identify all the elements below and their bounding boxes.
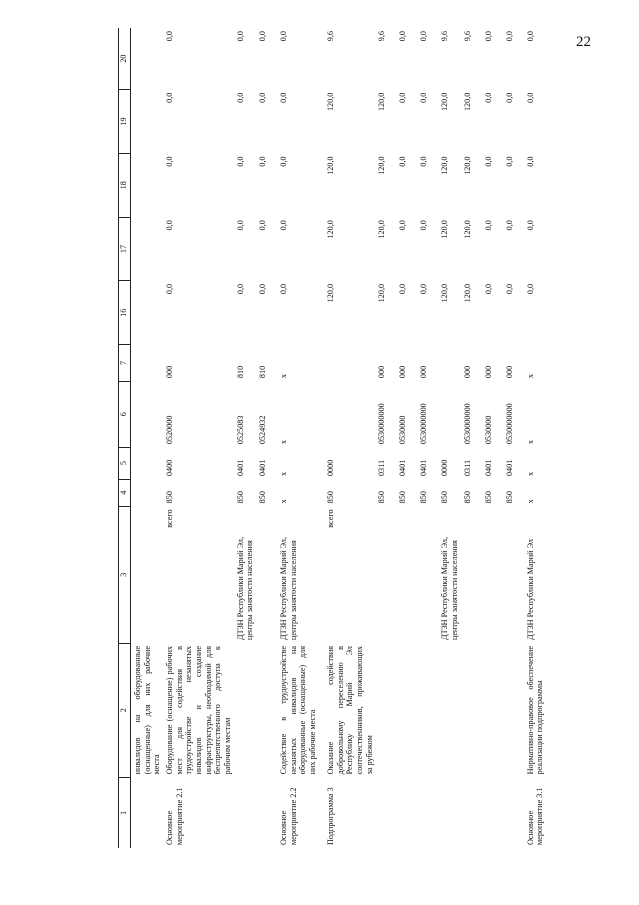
table-cell-col-6: 0525083 [235,415,245,445]
table-cell-col-16: 0,0 [419,283,429,295]
table-row [256,28,277,848]
table-cell-col-7: 000 [462,365,472,379]
table-cell-col-18: 0,0 [398,156,408,167]
table-cell-col-16: 0,0 [235,283,245,295]
table-row [324,28,375,848]
table-cell-col-16: 0,0 [504,283,514,295]
table-cell-col-2 [375,643,396,777]
table-cell-col-6: х [279,440,289,445]
table-cell-col-17 [131,217,164,281]
table-cell-col-19: 120,0 [440,92,450,112]
table-cell-col-19: 0,0 [279,92,289,103]
table-cell-col-20: 0,0 [258,31,268,42]
table-cell-col-3 [417,506,438,643]
table-cell-col-20: 0,0 [483,31,493,42]
table-cell-col-18: 0,0 [279,156,289,167]
table-cell-col-6: 0530000000 [504,403,514,445]
table-cell-col-1: Основное мероприятие 2.1 [165,787,184,845]
table-cell-col-3 [375,506,396,643]
table-cell-col-18 [131,153,164,217]
table-cell-col-16: 120,0 [462,283,472,303]
table-cell-col-19: 0,0 [398,92,408,103]
header-cell: 2 [119,643,131,777]
table-cell-col-1 [234,777,256,848]
table-cell-col-20: 0,0 [398,31,408,42]
table-cell-col-1 [438,777,460,848]
table-cell-col-19: 120,0 [462,92,472,112]
table-cell-col-7: х [525,374,535,379]
table-cell-col-5: 0401 [398,459,408,477]
table-cell-col-20: 0,0 [235,31,245,42]
table-cell-col-2: Оказание содействия добровольному переселению в Республику Марий Эл соотечественников, проживающих за рубежом [326,646,374,775]
table-cell-col-17: 120,0 [462,220,472,239]
table-cell-col-20: 9,6 [462,31,472,42]
table-cell-col-18: 120,0 [377,156,387,175]
table-cell-col-20: 0,0 [504,31,514,42]
table-cell-col-2: Нормативно-правовое обеспечение реализации подпрограммы [525,646,545,775]
table-cell-col-2 [461,643,482,777]
table-cell-col-7: 000 [483,365,493,379]
table-row [131,28,164,848]
table-cell-col-17: 0,0 [235,220,245,231]
table-row [163,28,234,848]
table-cell-col-1 [482,777,503,848]
table-cell-col-6: 0530000000 [462,403,472,445]
table-cell-col-7: 810 [258,365,268,379]
table-cell-col-18: 0,0 [525,156,535,167]
table-row [503,28,524,848]
table-cell-col-1 [375,777,396,848]
table-cell-col-3 [256,506,277,643]
table-cell-col-16: 120,0 [326,283,336,303]
table-cell-col-20: 0,0 [279,31,289,42]
table-cell-col-6 [324,381,375,447]
table-cell-col-5: 0401 [483,459,493,477]
table-cell-col-3: всего [326,509,336,528]
table-cell-col-5: х [279,471,289,477]
rotated-table-container [118,28,558,848]
table-cell-col-7: 000 [377,365,387,379]
table-cell-col-17: 0,0 [165,220,175,231]
budget-table [118,28,555,848]
table-cell-col-4: 850 [165,491,175,504]
table-cell-col-6: 0530000000 [377,403,387,445]
header-cell: 1 [119,777,131,848]
table-cell-col-16: 0,0 [279,283,289,295]
header-cell: 18 [119,153,131,217]
table-cell-col-17: 120,0 [377,220,387,239]
table-cell-col-1: Основное мероприятие 2.2 [279,787,298,845]
table-cell-col-17: 0,0 [504,220,514,231]
table-cell-col-17: 120,0 [326,220,336,239]
table-row [438,28,460,848]
table-cell-col-18: 0,0 [258,156,268,167]
table-cell-col-18: 0,0 [504,156,514,167]
table-cell-col-16: 0,0 [525,283,535,295]
table-cell-col-2 [396,643,417,777]
table-cell-col-18: 0,0 [235,156,245,167]
table-cell-col-17: 0,0 [398,220,408,231]
table-cell-col-3: ДТЗН Республики Марий Эл, центры занятости населения [279,537,298,641]
table-cell-col-4: 850 [504,491,514,504]
table-cell-col-1 [503,777,524,848]
table-cell-col-7: 810 [235,365,245,379]
table-cell-col-20: 0,0 [419,31,429,42]
table-cell-col-19: 0,0 [258,92,268,103]
table-row [375,28,396,848]
table-cell-col-16: 120,0 [440,283,450,303]
table-cell-col-5: 0401 [419,459,429,477]
table-cell-col-6: 0530000 [398,415,408,445]
table-cell-col-5: 0401 [235,459,245,477]
table-cell-col-7: 000 [419,365,429,379]
table-cell-col-1 [396,777,417,848]
table-row [461,28,482,848]
header-cell: 3 [119,506,131,643]
table-cell-col-18: 120,0 [462,156,472,175]
table-cell-col-6 [131,381,164,447]
table-cell-col-2: Оборудование (оснащение) рабочих мест для содействия в трудоустройстве незанятых инвалидов и создание инфраструктуры, необходимой для беспрепятственного доступа к рабочим местам [165,646,233,775]
table-cell-col-1 [256,777,277,848]
table-cell-col-17: 120,0 [440,220,450,239]
table-cell-col-4: 850 [440,491,450,504]
table-cell-col-18: 0,0 [483,156,493,167]
table-row [482,28,503,848]
header-cell: 6 [119,381,131,447]
table-cell-col-3 [461,506,482,643]
table-cell-col-4: х [279,499,289,504]
table-row [524,28,555,848]
table-cell-col-1: Подпрограмма 3 [326,787,336,845]
table-cell-col-7 [324,345,375,381]
table-cell-col-2 [482,643,503,777]
table-header-row [119,28,131,848]
table-cell-col-19: 0,0 [165,92,175,103]
table-cell-col-3: всего [165,509,175,528]
table-cell-col-5: 0311 [377,459,387,477]
table-cell-col-17: 0,0 [483,220,493,231]
table-cell-col-2 [234,643,256,777]
table-cell-col-3 [131,506,164,643]
table-cell-col-2 [256,643,277,777]
table-cell-col-4: 850 [398,491,408,504]
table-cell-col-18: 120,0 [326,156,336,175]
table-cell-col-1 [461,777,482,848]
table-cell-col-6: 0520000 [165,415,175,445]
table-cell-col-20 [131,28,164,90]
table-cell-col-3 [396,506,417,643]
table-cell-col-16: 0,0 [483,283,493,295]
table-cell-col-3: ДТЗН Республики Марий Эл, центры занятости населения [440,537,460,641]
header-cell: 4 [119,479,131,506]
table-cell-col-5 [131,447,164,479]
table-cell-col-17: 0,0 [525,220,535,231]
header-cell: 5 [119,447,131,479]
table-row [234,28,256,848]
table-cell-col-6: 0530000000 [419,403,429,445]
table-cell-col-16: 120,0 [377,283,387,303]
table-cell-col-7: 000 [504,365,514,379]
table-cell-col-7: х [279,374,289,379]
table-cell-col-1: Основное мероприятие 3.1 [525,787,545,845]
table-cell-col-17: 0,0 [279,220,289,231]
table-cell-col-20: 9,6 [440,31,450,42]
table-cell-col-20: 9,6 [377,31,387,42]
table-cell-col-4: 850 [377,491,387,504]
table-cell-col-6 [438,381,460,447]
table-cell-col-16: 0,0 [165,283,175,295]
table-cell-col-5: 0000 [440,459,450,477]
table-cell-col-19: 0,0 [483,92,493,103]
table-cell-col-19 [131,90,164,154]
header-cell: 16 [119,281,131,345]
table-row [417,28,438,848]
table-cell-col-16: 0,0 [258,283,268,295]
table-row [396,28,417,848]
table-cell-col-3 [482,506,503,643]
table-cell-col-2 [438,643,460,777]
table-cell-col-19: 0,0 [419,92,429,103]
table-cell-col-18: 0,0 [419,156,429,167]
table-cell-col-5: х [525,471,535,477]
table-cell-col-4 [131,479,164,506]
table-cell-col-20: 0,0 [525,31,535,42]
table-cell-col-7: 000 [165,365,175,379]
table-cell-col-7: 000 [398,365,408,379]
table-cell-col-18: 120,0 [440,156,450,175]
table-cell-col-16 [131,281,164,345]
table-cell-col-6: х [525,440,535,445]
table-cell-col-17: 0,0 [258,220,268,231]
table-cell-col-7 [438,345,460,381]
table-cell-col-5: 0400 [165,459,175,477]
table-row [277,28,324,848]
table-cell-col-1 [417,777,438,848]
table-cell-col-5: 0311 [462,459,472,477]
table-cell-col-2: инвалидов на оборудованные (оснащенные) для них рабочие места [133,646,162,775]
table-cell-col-1 [131,777,164,848]
table-cell-col-2 [503,643,524,777]
header-cell: 20 [119,28,131,90]
table-cell-col-19: 120,0 [377,92,387,112]
table-cell-col-5: 0000 [326,459,336,477]
header-cell: 17 [119,217,131,281]
table-cell-col-20: 0,0 [165,31,175,42]
table-cell-col-20: 9,6 [326,31,336,42]
table-cell-col-4: 850 [483,491,493,504]
table-cell-col-19: 120,0 [326,92,336,112]
table-cell-col-7 [131,345,164,381]
table-cell-col-5: 0401 [504,459,514,477]
table-cell-col-3: ДТЗН Республики Марий Эл, центры занятости населения [235,537,255,641]
table-cell-col-16: 0,0 [398,283,408,295]
table-cell-col-2: Содействие в трудоустройстве незанятых инвалидов на оборудованные (оснащенные) для них рабочие места [279,646,318,775]
table-cell-col-3 [503,506,524,643]
table-cell-col-2 [417,643,438,777]
table-cell-col-6: 0530000 [483,415,493,445]
table-cell-col-4: 850 [258,491,268,504]
table-cell-col-19: 0,0 [235,92,245,103]
table-cell-col-19: 0,0 [525,92,535,103]
table-cell-col-4: 850 [462,491,472,504]
header-cell: 7 [119,345,131,381]
table-cell-col-4: 850 [326,491,336,504]
table-cell-col-4: 850 [235,491,245,504]
table-cell-col-5: 0401 [258,459,268,477]
table-cell-col-19: 0,0 [504,92,514,103]
table-cell-col-4: х [525,499,535,504]
table-cell-col-17: 0,0 [419,220,429,231]
table-cell-col-18: 0,0 [165,156,175,167]
table-cell-col-6: 0524932 [258,415,268,445]
table-cell-col-4: 850 [419,491,429,504]
table-cell-col-3: ДТЗН Республики Марий Эл [525,539,535,641]
header-cell: 19 [119,90,131,154]
page-number: 22 [576,34,591,50]
